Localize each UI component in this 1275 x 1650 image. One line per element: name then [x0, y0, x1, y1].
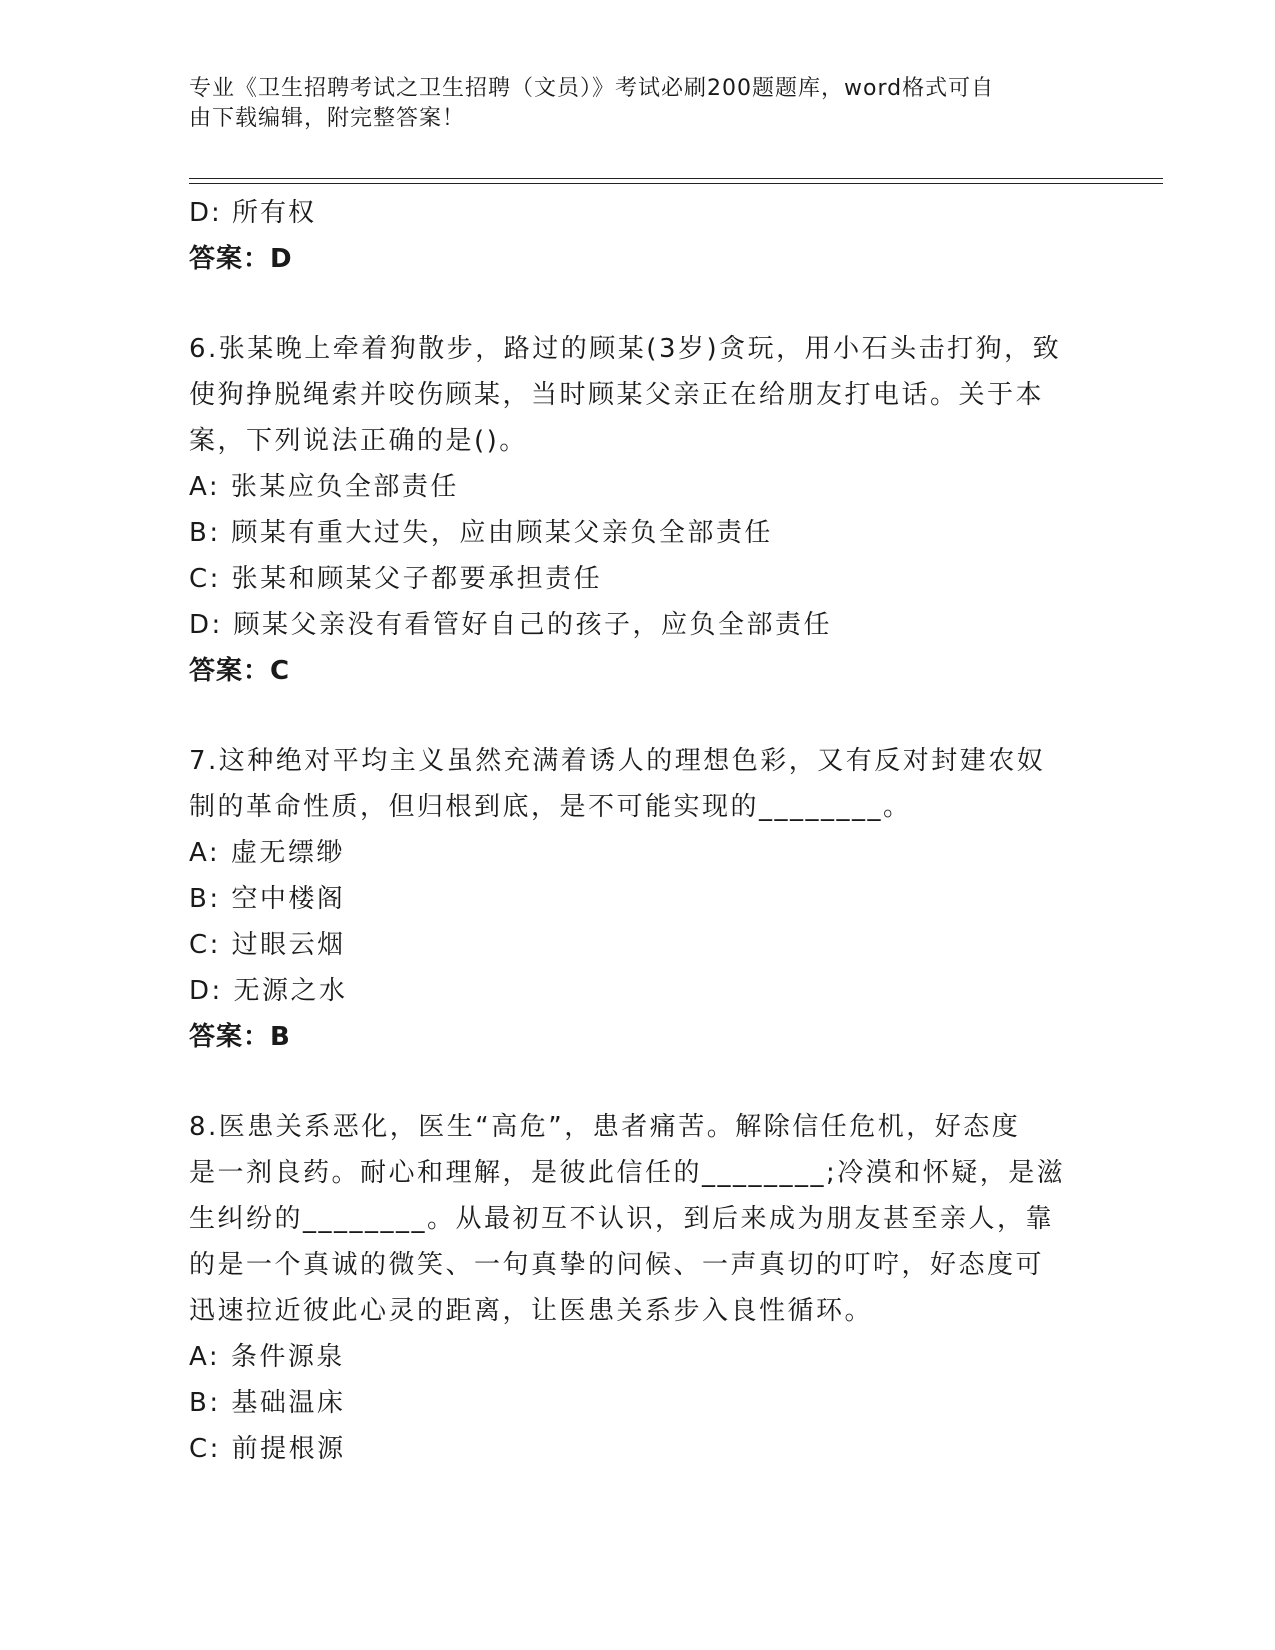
document-body [189, 190, 1089, 1472]
question-stem-line: 使狗挣脱绳索并咬伤顾某，当时顾某父亲正在给朋友打电话。关于本 [189, 380, 1045, 410]
question-stem-line: 是一剂良药。耐心和理解，是彼此信任的________;冷漠和怀疑，是滋 [189, 1158, 1066, 1188]
header-line-2: 由下载编辑，附完整答案！ [189, 106, 466, 131]
page-header [189, 74, 1079, 134]
option-b: B: 顾某有重大过失，应由顾某父亲负全部责任 [189, 518, 773, 548]
option-c: C: 过眼云烟 [189, 930, 346, 960]
question-stem-line: 8.医患关系恶化，医生“高危”，患者痛苦。解除信任危机，好态度 [189, 1112, 1021, 1142]
option-d: D: 所有权 [189, 198, 317, 228]
question-6 [189, 326, 1089, 694]
option-d: D: 顾某父亲没有看管好自己的孩子，应负全部责任 [189, 610, 833, 640]
question-stem-line: 案，下列说法正确的是()。 [189, 426, 528, 456]
option-b: B: 基础温床 [189, 1388, 346, 1418]
question-stem-line: 迅速拉近彼此心灵的距离，让医患关系步入良性循环。 [189, 1296, 874, 1326]
question-stem-line: 7.这种绝对平均主义虽然充满着诱人的理想色彩，又有反对封建农奴 [189, 746, 1046, 776]
option-a: A: 张某应负全部责任 [189, 472, 459, 502]
option-b: B: 空中楼阁 [189, 884, 346, 914]
option-a: A: 条件源泉 [189, 1342, 345, 1372]
option-c: C: 张某和顾某父子都要承担责任 [189, 564, 603, 594]
option-d: D: 无源之水 [189, 976, 348, 1006]
question-7 [189, 738, 1089, 1060]
answer: 答案：B [189, 1022, 291, 1052]
header-divider-bottom [189, 183, 1163, 184]
question-stem-line: 的是一个真诚的微笑、一句真挚的问候、一声真切的叮咛，好态度可 [189, 1250, 1045, 1280]
header-divider-top [189, 178, 1163, 179]
answer: 答案：D [189, 244, 293, 274]
previous-question-tail [189, 190, 1089, 282]
question-stem-line: 6.张某晚上牵着狗散步，路过的顾某(3岁)贪玩，用小石头击打狗，致 [189, 334, 1062, 364]
question-8 [189, 1104, 1089, 1472]
answer: 答案：C [189, 656, 291, 686]
option-c: C: 前提根源 [189, 1434, 346, 1464]
question-stem-line: 生纠纷的________。从最初互不认识，到后来成为朋友甚至亲人，靠 [189, 1204, 1055, 1234]
question-stem-line: 制的革命性质，但归根到底，是不可能实现的________。 [189, 792, 912, 822]
header-line-1: 专业《卫生招聘考试之卫生招聘（文员）》考试必刷200题题库，word格式可自 [189, 76, 995, 101]
option-a: A: 虚无缥缈 [189, 838, 345, 868]
